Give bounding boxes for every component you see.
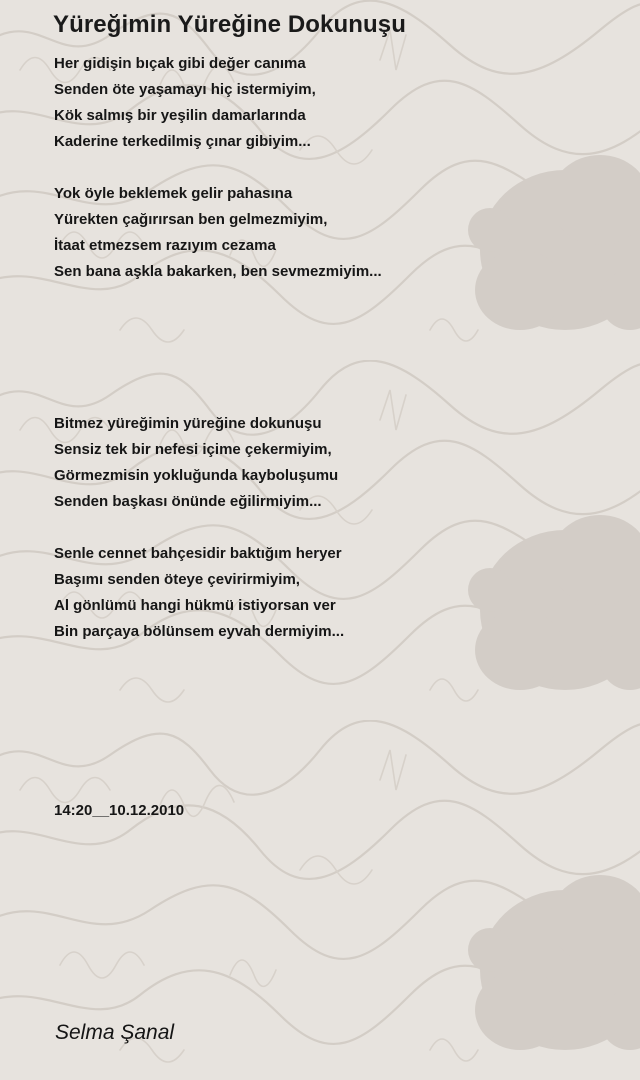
poem-line: Başımı senden öteye çevirirmiyim, xyxy=(54,571,300,588)
stanza-4 xyxy=(54,541,344,645)
poem-line: Senle cennet bahçesidir baktığım heryer xyxy=(54,545,342,562)
poem-line: Yürekten çağırırsan ben gelmezmiyim, xyxy=(54,211,328,228)
stanza-2 xyxy=(54,181,382,285)
poem-line: Yok öyle beklemek gelir pahasına xyxy=(54,185,293,202)
poem-line: Kök salmış bir yeşilin damarlarında xyxy=(54,107,306,124)
poem-line: Bitmez yüreğimin yüreğine dokunuşu xyxy=(54,415,322,432)
poem-line: Görmezmisin yokluğunda kayboluşumu xyxy=(54,467,339,484)
poem-line: Sen bana aşkla bakarken, ben sevmezmiyim... xyxy=(54,263,382,280)
poem-author: Selma Şanal xyxy=(55,1021,175,1044)
poem-line: İtaat etmezsem razıyım cezama xyxy=(54,237,276,254)
poem-line: Kaderine terkedilmiş çınar gibiyim... xyxy=(54,133,311,150)
poem-line: Senden başkası önünde eğilirmiyim... xyxy=(54,493,322,510)
poem-line: Sensiz tek bir nefesi içime çekermiyim, xyxy=(54,441,332,458)
poem-date: 14:20__10.12.2010 xyxy=(54,802,185,819)
poem-line: Senden öte yaşamayı hiç istermiyim, xyxy=(54,81,316,98)
poem-line: Al gönlümü hangi hükmü istiyorsan ver xyxy=(54,597,336,614)
poem-title: Yüreğimin Yüreğine Dokunuşu xyxy=(53,11,406,38)
poem-line: Her gidişin bıçak gibi değer canıma xyxy=(54,55,306,72)
poem-line: Bin parçaya bölünsem eyvah dermiyim... xyxy=(54,623,345,640)
stanza-3 xyxy=(54,411,338,515)
stanza-1 xyxy=(54,51,316,155)
